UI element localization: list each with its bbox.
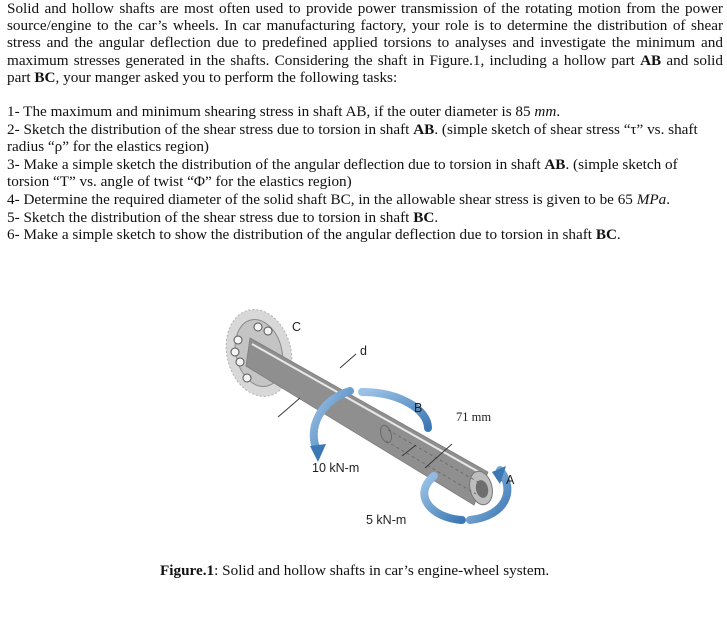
task-2-text: 2- Sketch the distribution of the shear stress due to torsion in shaft <box>7 120 414 138</box>
shaft-ab-label: AB <box>640 51 662 69</box>
figure-caption <box>160 562 549 580</box>
task-4-unit: MPa <box>636 190 667 208</box>
caption-text: : Solid and hollow shafts in car’s engine-wheel system. <box>214 562 550 579</box>
label-d: d <box>360 344 367 358</box>
intro-text-1: Solid and hollow shafts are most often used to provide power transmission of the rotating motion from the power source/engine to the car’s wheels. In car manufacturing factory, your role is to determine the distribution of shear stress and the angular deflection due to predefined applied torsions to analyses and investigate the minimum and maximum stresses generated in the shafts. Considering the shaft in Figure.1, including a hollow part <box>7 0 723 69</box>
intro-and: and solid part <box>7 51 723 86</box>
task-3-end: . (simple sketch of torsion “T” vs. angle of twist “Φ” for the elastics region) <box>7 155 678 191</box>
task-6-end: . <box>616 226 621 244</box>
label-b: B <box>414 401 423 415</box>
task-3-shaft: AB <box>544 155 566 173</box>
bolt-icon <box>234 336 242 344</box>
label-c: C <box>292 320 302 334</box>
task-3-text: 3- Make a simple sketch the distribution of the angular deflection due to torsion in shaft <box>7 155 545 173</box>
label-71mm: 71 mm <box>456 410 492 424</box>
task-5-shaft: BC <box>413 208 435 226</box>
intro-text-2: , your manger asked you to perform the following tasks: <box>55 68 398 86</box>
torque-label-10: 10 kN-m <box>312 461 360 475</box>
task-2-end: . (simple sketch of shear stress “τ” vs. shaft radius “ρ” for the elastics region) <box>7 120 698 156</box>
task-1-unit: mm <box>534 103 557 120</box>
task-6-text: 6- Make a simple sketch to show the distribution of the angular deflection due to torsion in shaft <box>7 226 596 244</box>
bolt-icon <box>254 323 262 331</box>
caption-figure-number: Figure.1 <box>160 562 215 579</box>
task-2-shaft: AB <box>413 120 435 138</box>
task-1-text: 1- The maximum and minimum shearing stress in shaft AB, if the outer diameter is 85 <box>7 103 535 120</box>
task-5-end: . <box>434 208 439 226</box>
task-6-shaft: BC <box>595 226 617 244</box>
bolt-icon <box>264 327 272 335</box>
label-a: A <box>506 473 515 487</box>
task-4-end: . <box>666 190 671 208</box>
bolt-icon <box>231 348 239 356</box>
torque-label-5: 5 kN-m <box>366 513 407 527</box>
shaft-bc-label: BC <box>34 68 56 86</box>
task-1-end: . <box>556 103 561 120</box>
task-5-text: 5- Sketch the distribution of the shear stress due to torsion in shaft <box>7 208 414 226</box>
task-4-text: 4- Determine the required diameter of the solid shaft BC, in the allowable shear stress is given to be 65 <box>7 190 637 208</box>
bolt-icon <box>236 358 244 366</box>
bolt-icon <box>243 374 251 382</box>
